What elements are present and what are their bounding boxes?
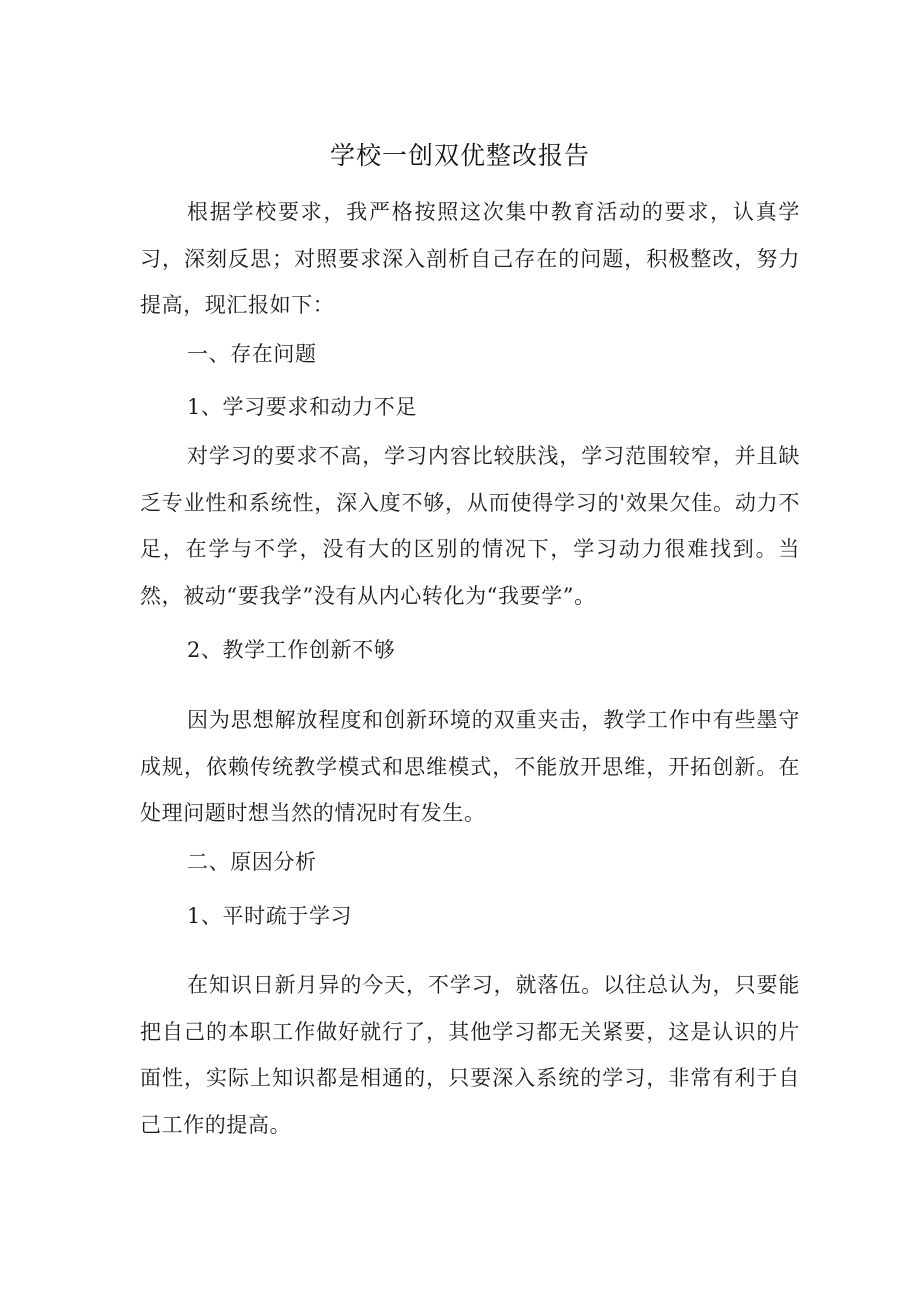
section-heading-problems: 一、存在问题 — [187, 342, 317, 366]
intro-paragraph: 根据学校要求，我严格按照这次集中教育活动的要求，认真学习，深刻反思；对照要求深入剖析自己存在的问题，积极整改，努力提高，现汇报如下： — [140, 200, 800, 317]
paragraph-study-habit: 在知识日新月异的今天，不学习，就落伍。以往总认为，只要能把自己的本职工作做好就行了，其他学习都无关紧要，这是认识的片面性，实际上知识都是相通的，只要深入系统的学习，非常有利于自己工作的提高。 — [140, 973, 800, 1137]
item-heading-innovation: 2、教学工作创新不够 — [187, 638, 396, 662]
item-heading-study-habit: 1、平时疏于学习 — [187, 904, 353, 928]
document-title: 学校一创双优整改报告 — [329, 141, 590, 170]
paragraph-learning: 对学习的要求不高，学习内容比较肤浅，学习范围较窄，并且缺乏专业性和系统性，深入度不够，从而使得学习的'效果欠佳。动力不足，在学与不学，没有大的区别的情况下，学习动力很难找到。当然，被动“要我学”没有从内心转化为“我要学”。 — [140, 444, 800, 608]
section-heading-causes: 二、原因分析 — [187, 850, 317, 874]
item-heading-learning: 1、学习要求和动力不足 — [187, 395, 417, 419]
paragraph-innovation: 因为思想解放程度和创新环境的双重夹击，教学工作中有些墨守成规，依赖传统教学模式和思维模式，不能放开思维，开拓创新。在处理问题时想当然的情况时有发生。 — [140, 708, 800, 825]
